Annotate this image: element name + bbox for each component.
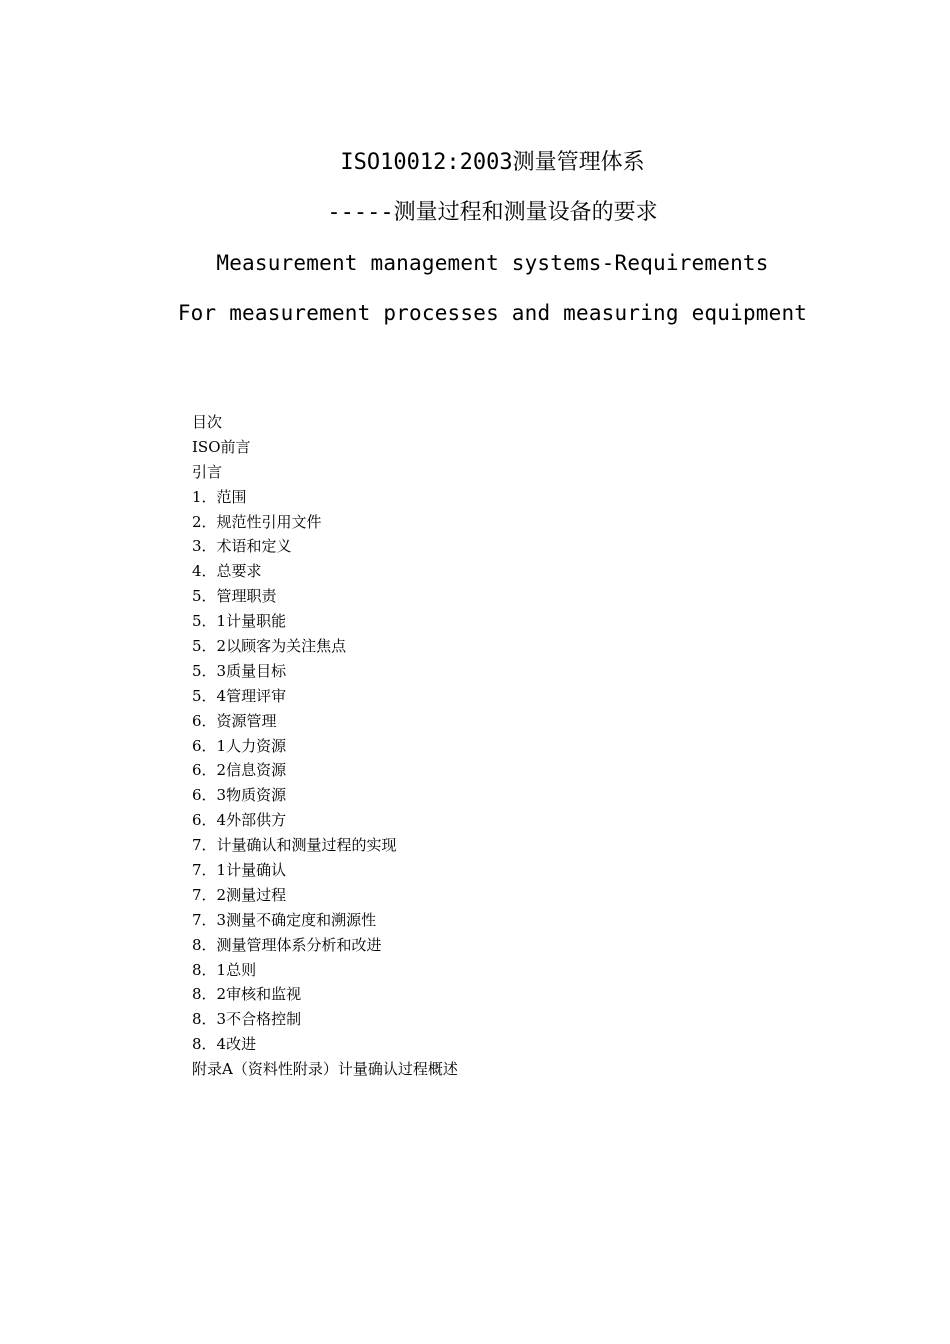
toc-item: 6．4外部供方 xyxy=(192,811,287,830)
toc-item: 6．资源管理 xyxy=(192,711,277,730)
toc-item: 8．2审核和监视 xyxy=(192,985,302,1004)
toc-item: 2．规范性引用文件 xyxy=(192,512,322,531)
title-english-line-1: Measurement management systems-Requirements xyxy=(216,251,769,275)
toc-item: 附录A（资料性附录）计量确认过程概述 xyxy=(192,1060,458,1079)
toc-item: 7．3测量不确定度和溯源性 xyxy=(192,910,377,929)
toc-item: 3．术语和定义 xyxy=(192,537,292,556)
toc-item: 8．测量管理体系分析和改进 xyxy=(192,935,382,954)
toc-item: 1．范围 xyxy=(192,487,247,506)
toc-item: 7．2测量过程 xyxy=(192,885,287,904)
toc-item: 8．1总则 xyxy=(192,960,257,979)
toc-heading: 目次 xyxy=(192,413,223,431)
toc-item: 引言 xyxy=(192,462,223,481)
table-of-contents xyxy=(192,410,792,1082)
toc-item: 7．计量确认和测量过程的实现 xyxy=(192,836,397,855)
toc-item: 8．4改进 xyxy=(192,1035,257,1054)
toc-item: 6．3物质资源 xyxy=(192,786,287,805)
toc-item: 5．4管理评审 xyxy=(192,686,287,705)
toc-item: ISO前言 xyxy=(192,437,251,456)
toc-item: 5．1计量职能 xyxy=(192,612,287,631)
document-title-block xyxy=(0,138,950,338)
toc-item: 5．3质量目标 xyxy=(192,661,287,680)
subtitle-chinese: -----测量过程和测量设备的要求 xyxy=(327,200,658,225)
toc-item: 8．3不合格控制 xyxy=(192,1010,302,1029)
toc-item: 5．管理职责 xyxy=(192,587,277,606)
title-chinese: ISO10012:2003测量管理体系 xyxy=(340,150,645,175)
toc-item: 4．总要求 xyxy=(192,562,262,581)
toc-item: 6．2信息资源 xyxy=(192,761,287,780)
toc-item: 7．1计量确认 xyxy=(192,861,287,880)
toc-item: 5．2以顾客为关注焦点 xyxy=(192,637,347,656)
title-english-line-2: For measurement processes and measuring equipment xyxy=(177,301,808,325)
toc-item: 6．1人力资源 xyxy=(192,736,287,755)
